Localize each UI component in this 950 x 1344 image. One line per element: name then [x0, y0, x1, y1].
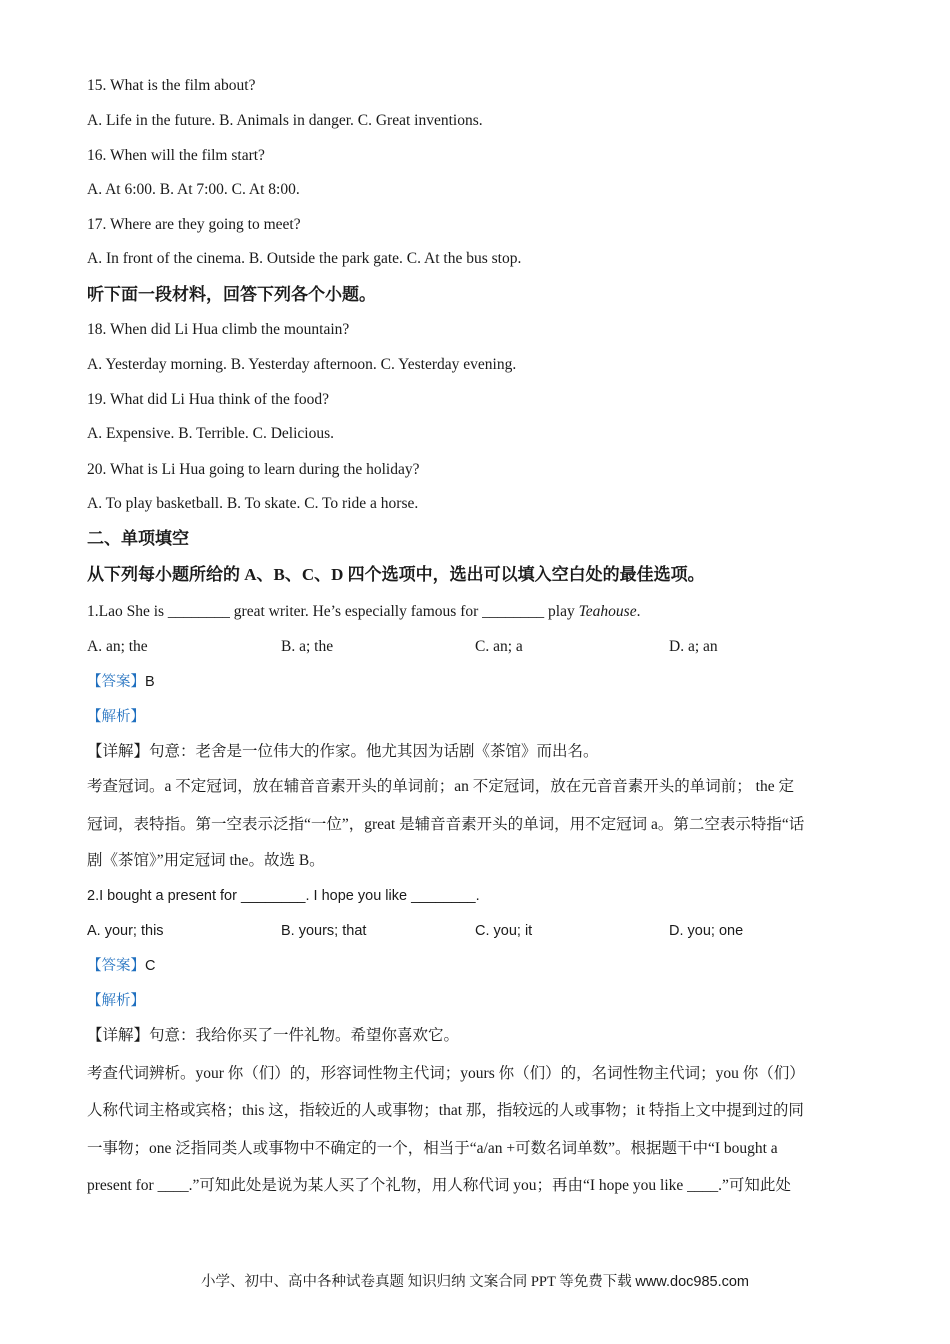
option-d: D. a; an: [669, 638, 718, 655]
question-17: 17. Where are they going to meet?: [87, 216, 301, 233]
option-c: C. an; a: [475, 638, 523, 655]
question-20: 20. What is Li Hua going to learn during the holiday?: [87, 461, 420, 478]
detail-text: 句意：我给你买了一件礼物。希望你喜欢它。: [149, 1027, 460, 1044]
explanation-line: 冠词，表特指。第一空表示泛指“一位”，great 是辅音音素开头的单词，用不定冠词 a。第二空表示特指“话: [87, 816, 805, 833]
answer-value: B: [145, 674, 155, 690]
question-1-stem: [87, 602, 640, 622]
question-2-options: [87, 921, 877, 941]
explanation-line: 考查代词辨析。your 你（们）的，形容词性物主代词；yours 你（们）的，名词性物主代词；you 你（们）: [87, 1065, 805, 1082]
explanation-line: 一事物；one 泛指同类人或事物中不确定的一个，相当于“a/an +可数名词单数”。根据题干中“I bought a: [87, 1140, 778, 1157]
question-16-options: A. At 6:00. B. At 7:00. C. At 8:00.: [87, 181, 300, 198]
explanation-line: present for ____.”可知此处是说为某人买了个礼物，用人称代词 you；再由“I hope you like ____.”可知此处: [87, 1177, 791, 1194]
detail-tag: 【详解】: [87, 1027, 150, 1044]
question-20-options: A. To play basketball. B. To skate. C. To ride a horse.: [87, 495, 419, 512]
section-instruction: 从下列每小题所给的 A、B、C、D 四个选项中，选出可以填入空白处的最佳选项。: [87, 565, 705, 584]
detail-line: [87, 742, 599, 762]
option-a: A. your; this: [87, 923, 164, 939]
answer-tag: 【答案】: [87, 674, 145, 690]
option-d: D. you; one: [669, 923, 744, 939]
question-2-stem: 2.I bought a present for ________. I hope you like ________.: [87, 888, 480, 904]
analysis-tag: 【解析】: [87, 709, 145, 725]
question-18: 18. When did Li Hua climb the mountain?: [87, 321, 350, 338]
footer-text: 小学、初中、高中各种试卷真题 知识归纳 文案合同 PPT 等免费下载: [201, 1274, 636, 1290]
answer-tag: 【答案】: [87, 958, 145, 974]
question-1-stem-end: .: [636, 603, 641, 620]
option-a: A. an; the: [87, 638, 148, 655]
detail-text: 句意：老舍是一位伟大的作家。他尤其因为话剧《茶馆》而出名。: [149, 743, 599, 760]
question-15: 15. What is the film about?: [87, 77, 256, 94]
explanation-line: 人称代词主格或宾格；this 这，指较近的人或事物；that 那，指较远的人或事物；it 特指上文中提到过的同: [87, 1102, 804, 1119]
option-c: C. you; it: [475, 923, 533, 939]
answer-line: [87, 672, 155, 692]
option-b: B. a; the: [281, 638, 334, 655]
question-17-options: A. In front of the cinema. B. Outside the park gate. C. At the bus stop.: [87, 250, 522, 267]
option-b: B. yours; that: [281, 923, 367, 939]
question-1-options: [87, 637, 877, 657]
explanation-line: 剧《茶馆》”用定冠词 the。故选 B。: [87, 852, 325, 869]
section-title: 二、单项填空: [87, 529, 189, 548]
detail-tag: 【详解】: [87, 743, 150, 760]
explanation-line: 考查冠词。a 不定冠词，放在辅音音素开头的单词前；an 不定冠词，放在元音音素开头的单词前； the 定: [87, 778, 794, 795]
question-1-italic-title: Teahouse: [578, 603, 637, 620]
analysis-tag: 【解析】: [87, 993, 145, 1009]
question-15-options: A. Life in the future. B. Animals in danger. C. Great inventions.: [87, 112, 483, 129]
footer-site-link[interactable]: www.doc985.com: [635, 1274, 749, 1290]
detail-line: [87, 1026, 459, 1046]
question-18-options: A. Yesterday morning. B. Yesterday afternoon. C. Yesterday evening.: [87, 356, 517, 373]
answer-value: C: [145, 958, 156, 974]
answer-line: [87, 956, 155, 976]
question-16: 16. When will the film start?: [87, 147, 265, 164]
question-1-stem-text: 1.Lao She is ________ great writer. He’s especially famous for ________ play: [87, 603, 579, 620]
page-footer: [0, 1270, 950, 1291]
question-19-options: A. Expensive. B. Terrible. C. Delicious.: [87, 425, 335, 442]
listening-instruction: 听下面一段材料，回答下列各个小题。: [87, 285, 376, 304]
question-19: 19. What did Li Hua think of the food?: [87, 391, 330, 408]
